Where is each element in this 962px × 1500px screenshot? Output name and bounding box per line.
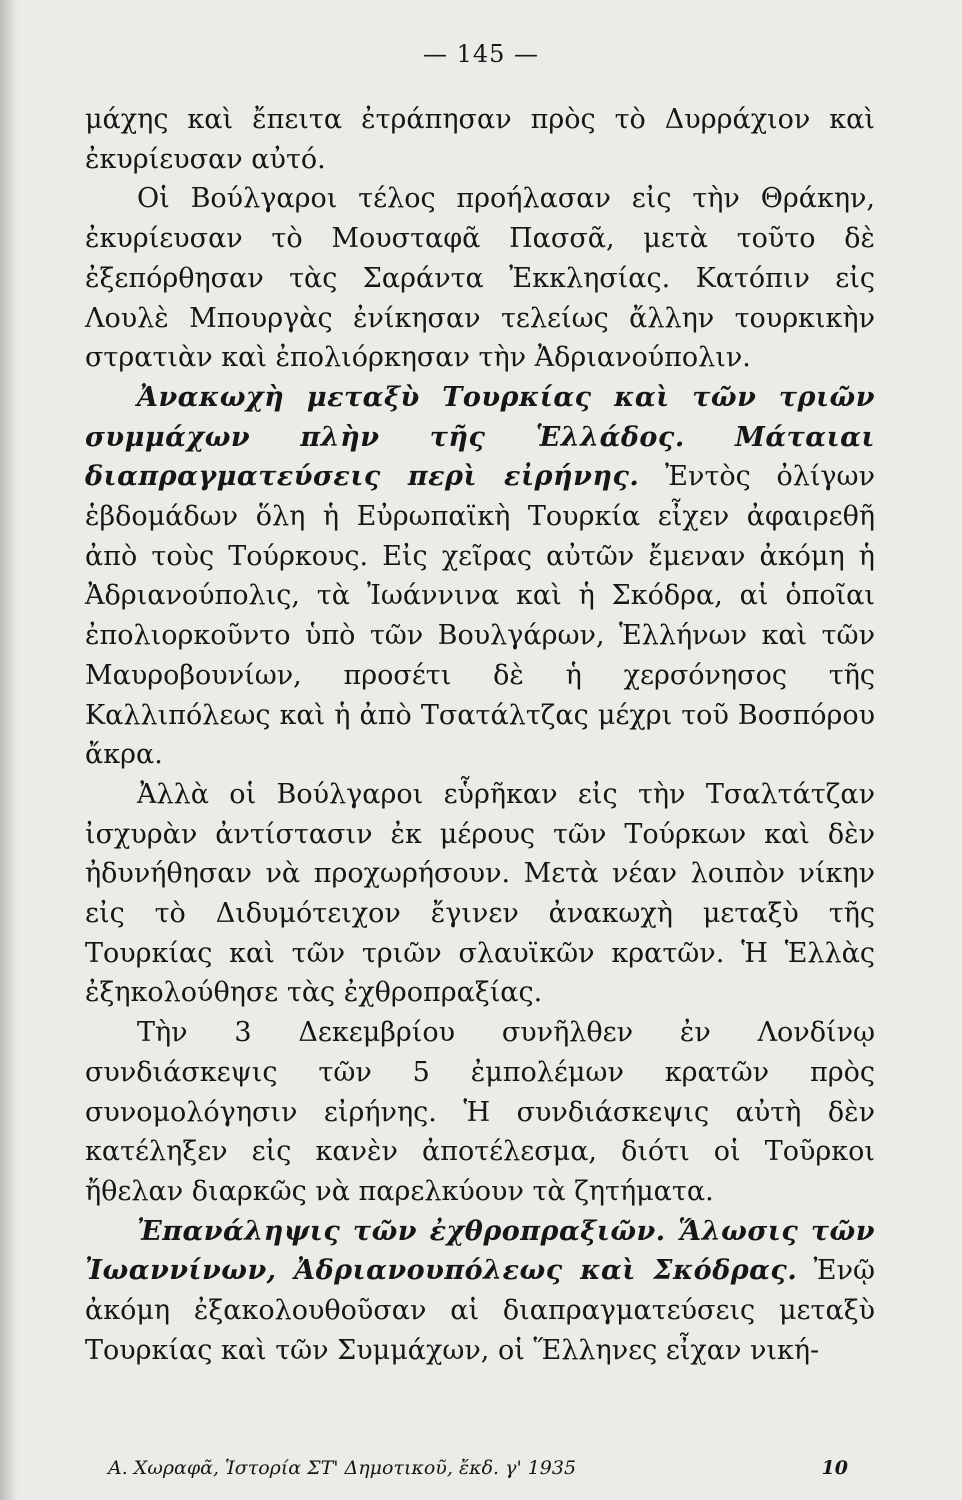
paragraph-2-text: Οἱ Βούλγαροι τέλος προήλασαν εἰς τὴν Θράκην, ἐκυρίευσαν τὸ Μουσταφᾶ Πασσᾶ, μετὰ τοῦτο δὲ ἐξεπόρθησαν τὰς Σαράντα Ἐκκλησίας. Κατόπιν εἰς Λουλὲ Μπουργὰς ἐνίκησαν τελείως ἄλλην τουρκικὴν στρατιὰν καὶ ἐπολιόρκησαν τὴν Ἀδριανούπολιν.: [85, 183, 875, 374]
section-heading-armistice: Ἀνακωχὴ μεταξὺ Τουρκίας καὶ τῶν τριῶν συμμάχων πλὴν τῆς Ἑλλάδος. Μάταιαι διαπραγματεύσεις περὶ εἰρήνης.: [85, 381, 875, 493]
page-footer: [108, 1457, 848, 1479]
paragraph-1: [85, 100, 875, 179]
body-text: [85, 100, 875, 1371]
page-edge-shadow: [0, 0, 18, 1500]
section-heading-resumption: Ἐπανάληψις τῶν ἐχθροπραξιῶν. Ἅλωσις τῶν Ἰωαννίνων, Ἀδριανουπόλεως καὶ Σκόδρας.: [85, 1215, 875, 1287]
paragraph-5: [85, 1013, 875, 1212]
footer-signature-number: 10: [821, 1457, 848, 1479]
paragraph-3-text: Ἐντὸς ὀλίγων ἑβδομάδων ὅλη ἡ Εὐρωπαϊκὴ Τουρκία εἶχεν ἀφαιρεθῆ ἀπὸ τοὺς Τούρκους. Εἰς χεῖρας αὐτῶν ἔμεναν ἀκόμη ἡ Ἀδριανούπολις, τὰ Ἰωάννινα καὶ ἡ Σκόδρα, αἱ ὁποῖαι ἐπολιορκοῦντο ὑπὸ τῶν Βουλγάρων, Ἑλλήνων καὶ τῶν Μαυροβουνίων, προσέτι δὲ ἡ χερσόνησος τῆς Καλλιπόλεως καὶ ἡ ἀπὸ Τσατάλτζας μέχρι τοῦ Βοσπόρου ἄκρα.: [85, 461, 875, 771]
paragraph-4-text: Ἀλλὰ οἱ Βούλγαροι εὗρῆκαν εἰς τὴν Τσαλτάτζαν ἰσχυρὰν ἀντίστασιν ἐκ μέρους τῶν Τούρκων καὶ δὲν ἠδυνήθησαν νὰ προχωρήσουν. Μετὰ νέαν λοιπὸν νίκην εἰς τὸ Διδυμότειχον ἔγινεν ἀνακωχὴ μεταξὺ τῆς Τουρκίας καὶ τῶν τριῶν σλαυϊκῶν κρατῶν. Ἡ Ἑλλὰς ἐξηκολούθησε τὰς ἐχθροπραξίας.: [85, 778, 875, 1009]
paragraph-4: [85, 775, 875, 1013]
paragraph-1-text: μάχης καὶ ἔπειτα ἐτράπησαν πρὸς τὸ Δυρράχιον καὶ ἐκυρίευσαν αὐτό.: [85, 104, 875, 175]
paragraph-2: [85, 179, 875, 378]
footer-source: Α. Χωραφᾶ, Ἱστορία ΣΤ' Δημοτικοῦ, ἔκδ. γ' 1935: [108, 1457, 577, 1479]
paragraph-5-text: Τὴν 3 Δεκεμβρίου συνῆλθεν ἐν Λονδίνῳ συνδιάσκεψις τῶν 5 ἐμπολέμων κρατῶν πρὸς συνομολόγησιν εἰρήνης. Ἡ συνδιάσκεψις αὐτὴ δὲν κατέληξεν εἰς κανὲν ἀποτέλεσμα, διότι οἱ Τοῦρκοι ἤθελαν διαρκῶς νὰ παρελκύουν τὰ ζητήματα.: [85, 1017, 875, 1207]
paragraph-6: [85, 1212, 875, 1371]
paragraph-3: [85, 378, 875, 775]
page-number: — 145 —: [422, 40, 540, 68]
paragraph-6-text: Ἐνῷ ἀκόμη ἐξακολουθοῦσαν αἱ διαπραγματεύσεις μεταξὺ Τουρκίας καὶ τῶν Συμμάχων, οἱ Ἕλληνες εἶχαν νική-: [85, 1255, 875, 1366]
